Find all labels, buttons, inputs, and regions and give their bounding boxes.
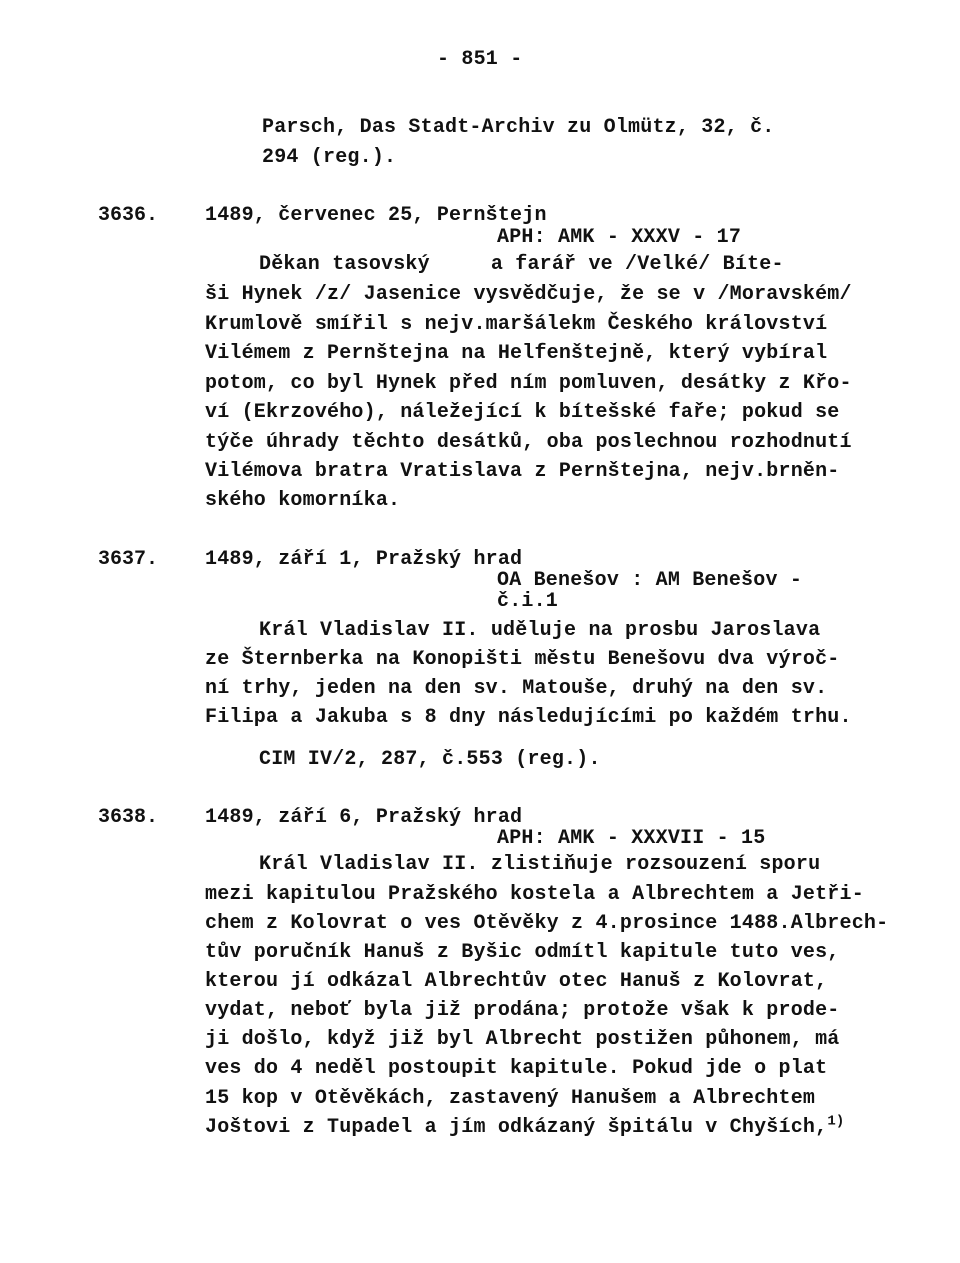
entry-body-line: vydat, neboť byla již prodána; protože však k prode- [205,999,840,1022]
entry-body-line: ní trhy, jeden na den sv. Matouše, druhý na den sv. [205,677,828,700]
entry-body-line: Děkan tasovský a farář ve /Velké/ Bíte- [259,253,784,276]
entry-body-line: Král Vladislav II. zlistiňuje rozsouzení sporu [259,853,821,876]
entry-source: OA Benešov : AM Benešov - [497,569,803,592]
entry-body-line: mezi kapitulou Pražského kostela a Albrechtem a Jetři- [205,883,864,906]
entry-body-line: Vilémova bratra Vratislava z Pernštejna, nejv.brněn- [205,460,840,483]
entry-body-line: kterou jí odkázal Albrechtův otec Hanuš z Kolovrat, [205,970,828,993]
entry-body-line: ji došlo, když již byl Albrecht postižen půhonem, má [205,1028,840,1051]
entry-body-line: Krumlově smířil s nejv.maršálekm Českého království [205,313,828,336]
entry-body-line: potom, co byl Hynek před ním pomluven, desátky z Křo- [205,372,852,395]
entry-source: APH: AMK - XXXVII - 15 [497,827,766,850]
footnote-mark: 1) [827,1113,845,1130]
entry-header: 1489, září 1, Pražský hrad [205,548,523,571]
entry-source: APH: AMK - XXXV - 17 [497,226,742,249]
entry-body-line: Filipa a Jakuba s 8 dny následujícími po každém trhu. [205,706,852,729]
entry-number: 3638. [98,806,159,829]
intro-line: 294 (reg.). [262,146,397,169]
entry-body-line: týče úhrady těchto desátků, oba poslechnou rozhodnutí [205,431,852,454]
entry-body-line: ví (Ekrzového), náležející k bítešské faře; pokud se [205,401,840,424]
entry-body-line: ského komorníka. [205,489,401,512]
entry-citation: CIM IV/2, 287, č.553 (reg.). [259,748,601,771]
entry-body-line: tův poručník Hanuš z Byšic odmítl kapitule tuto ves, [205,941,840,964]
entry-body-line: ves do 4 neděl postoupit kapitule. Pokud jde o plat [205,1057,828,1080]
page-number: - 851 - [437,48,523,71]
entry-header: 1489, červenec 25, Pernštejn [205,204,547,227]
entry-body-line: ši Hynek /z/ Jasenice vysvědčuje, že se v /Moravském/ [205,283,852,306]
entry-source: č.i.1 [497,590,559,613]
intro-line: Parsch, Das Stadt-Archiv zu Olmütz, 32, č. [262,116,775,139]
entry-body-line-last [205,1113,845,1140]
entry-body-text: Joštovi z Tupadel a jím odkázaný špitálu v Chyších, [205,1116,828,1139]
entry-number: 3637. [98,548,159,571]
entry-body-line: ze Šternberka na Konopišti městu Benešovu dva výroč- [205,648,840,671]
entry-body-line: Král Vladislav II. uděluje na prosbu Jaroslava [259,619,821,642]
entry-body-line: chem z Kolovrat o ves Otěvěky z 4.prosince 1488.Albrech- [205,912,889,935]
entry-body-line: 15 kop v Otěvěkách, zastavený Hanušem a Albrechtem [205,1087,816,1110]
entry-number: 3636. [98,204,159,227]
entry-body-line: Vilémem z Pernštejna na Helfenštejně, který vybíral [205,342,828,365]
entry-header: 1489, září 6, Pražský hrad [205,806,523,829]
